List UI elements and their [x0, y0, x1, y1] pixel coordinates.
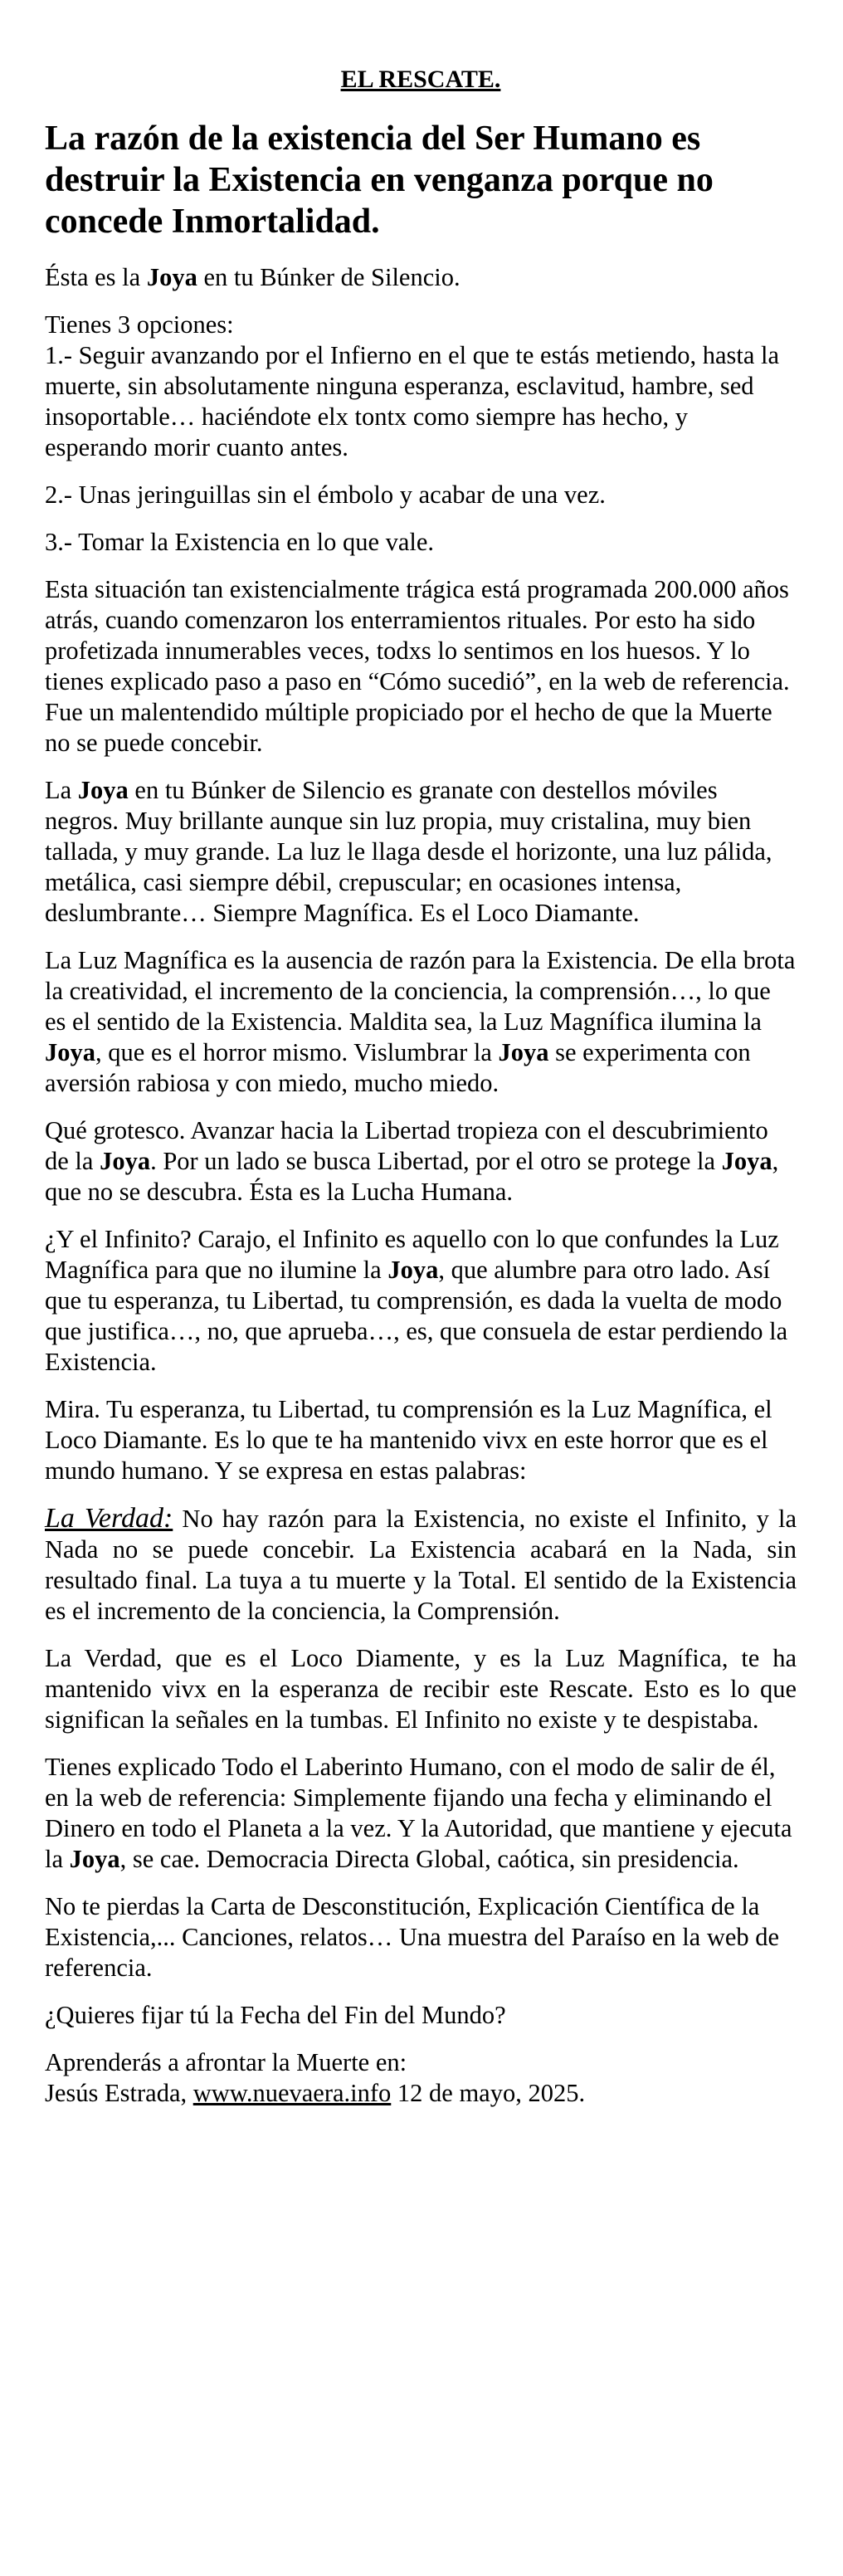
document-title: EL RESCATE. [340, 66, 501, 93]
text-span: en tu Búnker de Silencio. [197, 263, 460, 291]
paragraph-joya-intro [45, 262, 797, 293]
la-verdad-label: La Verdad: [45, 1503, 173, 1534]
paragraph-carta: No te pierdas la Carta de Desconstitución, Explicación Científica de la Existencia,... Canciones, relatos… Una muestra del Paraíso en la web de referencia. [45, 1892, 780, 1982]
paragraph-rescate: La Verdad, que es el Loco Diamente, y es la Luz Magnífica, te ha mantenido vivx en la esperanza de recibir este Rescate. Esto es lo que significan la señales en la tumbas. El Infinito no existe y te despistaba. [45, 1644, 797, 1734]
headline: La razón de la existencia del Ser Humano es destruir la Existencia en venganza porque no concede Inmortalidad. [45, 120, 714, 241]
text-span: Ésta es la [45, 263, 147, 291]
text-span: se experimenta con aversión rabiosa y con miedo, mucho miedo. [45, 1038, 751, 1097]
text-span: Tienes explicado Todo el Laberinto Humano, con el modo de salir de él, en la web de referencia: Simplemente fijando una fecha y eliminando el Dinero en todo el Planeta a la vez. Y la Autoridad, que mantiene y ejecuta la [45, 1753, 792, 1873]
bold-joya: Joya [146, 263, 197, 291]
paragraph-mira: Mira. Tu esperanza, tu Libertad, tu comprensión es la Luz Magnífica, el Loco Diamante. Es lo que te ha mantenido vivx en este horror que es el mundo humano. Y se expresa en estas palabras: [45, 1395, 772, 1485]
bold-joya: Joya [45, 1038, 95, 1066]
paragraph-la-verdad [45, 1503, 797, 1627]
text-span: , se cae. Democracia Directa Global, caótica, sin presidencia. [119, 1845, 739, 1873]
text-span: en tu Búnker de Silencio es granate con destellos móviles negros. Muy brillante aunque sin luz propia, muy cristalina, muy bien tallada, y muy grande. La luz le llaga desde el horizonte, una luz pálida, metálica, casi siempre débil, crepuscular; en ocasiones intensa, deslumbrante… Siempre Magnífica. Es el Loco Diamante. [45, 776, 772, 927]
bold-joya: Joya [100, 1147, 151, 1175]
paragraph-infinito [45, 1224, 797, 1378]
paragraph-option-2: 2.- Unas jeringuillas sin el émbolo y acabar de una vez. [45, 481, 606, 509]
paragraph-joya-description [45, 775, 797, 929]
signature-date: 12 de mayo, 2025. [391, 2079, 586, 2107]
bold-joya: Joya [77, 776, 129, 804]
text-span: , que alumbre para otro lado. Así que tu esperanza, tu Libertad, tu comprensión, es dada la vuelta de modo que justifica…, no, que aprueba…, es, que consuela de estar perdiendo la Existencia. [45, 1256, 788, 1376]
text-span: Qué grotesco. Avanzar hacia la Libertad tropieza con el descubrimiento de la [45, 1116, 768, 1175]
bold-joya: Joya [69, 1845, 120, 1873]
website-link[interactable]: www.nuevaera.info [192, 2079, 392, 2107]
text-span: La Luz Magnífica es la ausencia de razón para la Existencia. De ella brota la creatividad, el incremento de la conciencia, la comprensión…, lo que es el sentido de la Existencia. Maldita sea, la Luz Magnífica ilumina la [45, 946, 796, 1036]
paragraph-fecha-question: ¿Quieres fijar tú la Fecha del Fin del Mundo? [45, 2001, 506, 2029]
text-span: ¿Y el Infinito? Carajo, el Infinito es aquello con lo que confundes la Luz Magnífica para que no ilumine la [45, 1225, 779, 1284]
paragraph-option-1: 1.- Seguir avanzando por el Infierno en el que te estás metiendo, hasta la muerte, sin absolutamente ninguna esperanza, esclavitud, hambre, sed insoportable… haciéndote elx tontx como siempre has hecho, y esperando morir cuanto antes. [45, 341, 780, 461]
text-span: , que es el horror mismo. Vislumbrar la [95, 1038, 499, 1066]
bold-joya: Joya [721, 1147, 772, 1175]
bold-joya: Joya [498, 1038, 549, 1066]
text-span: Aprenderás a afrontar la Muerte en: [45, 2048, 407, 2076]
text-span: No hay razón para la Existencia, no existe el Infinito, y la Nada no se puede concebir. La Existencia acabará en la Nada, sin resultado final. La tuya a tu muerte y la Total. El sentido de la Existencia es el incremento de la conciencia, la Comprensión. [45, 1505, 797, 1625]
paragraph-signature [45, 2047, 797, 2109]
text-span: . Por un lado se busca Libertad, por el otro se protege la [150, 1147, 722, 1175]
author-name: Jesús Estrada, [45, 2079, 193, 2107]
paragraph-grotesco [45, 1115, 797, 1208]
text-span: , que no se descubra. Ésta es la Lucha Humana. [45, 1147, 779, 1206]
paragraph-options-intro: Tienes 3 opciones: [45, 310, 234, 339]
paragraph-option-3: 3.- Tomar la Existencia en lo que vale. [45, 528, 435, 556]
text-span: La [45, 776, 78, 804]
paragraph-laberinto [45, 1752, 797, 1875]
paragraph-situation: Esta situación tan existencialmente trágica está programada 200.000 años atrás, cuando comenzaron los enterramientos rituales. Por esto ha sido profetizada innumerables veces, todxs lo sentimos en los huesos. Y lo tienes explicado paso a paso en “Cómo sucedió”, en la web de referencia. Fue un malentendido múltiple propiciado por el hecho de que la Muerte no se puede concebir. [45, 575, 790, 757]
bold-joya: Joya [387, 1256, 439, 1284]
paragraph-luz-magnifica [45, 945, 797, 1099]
